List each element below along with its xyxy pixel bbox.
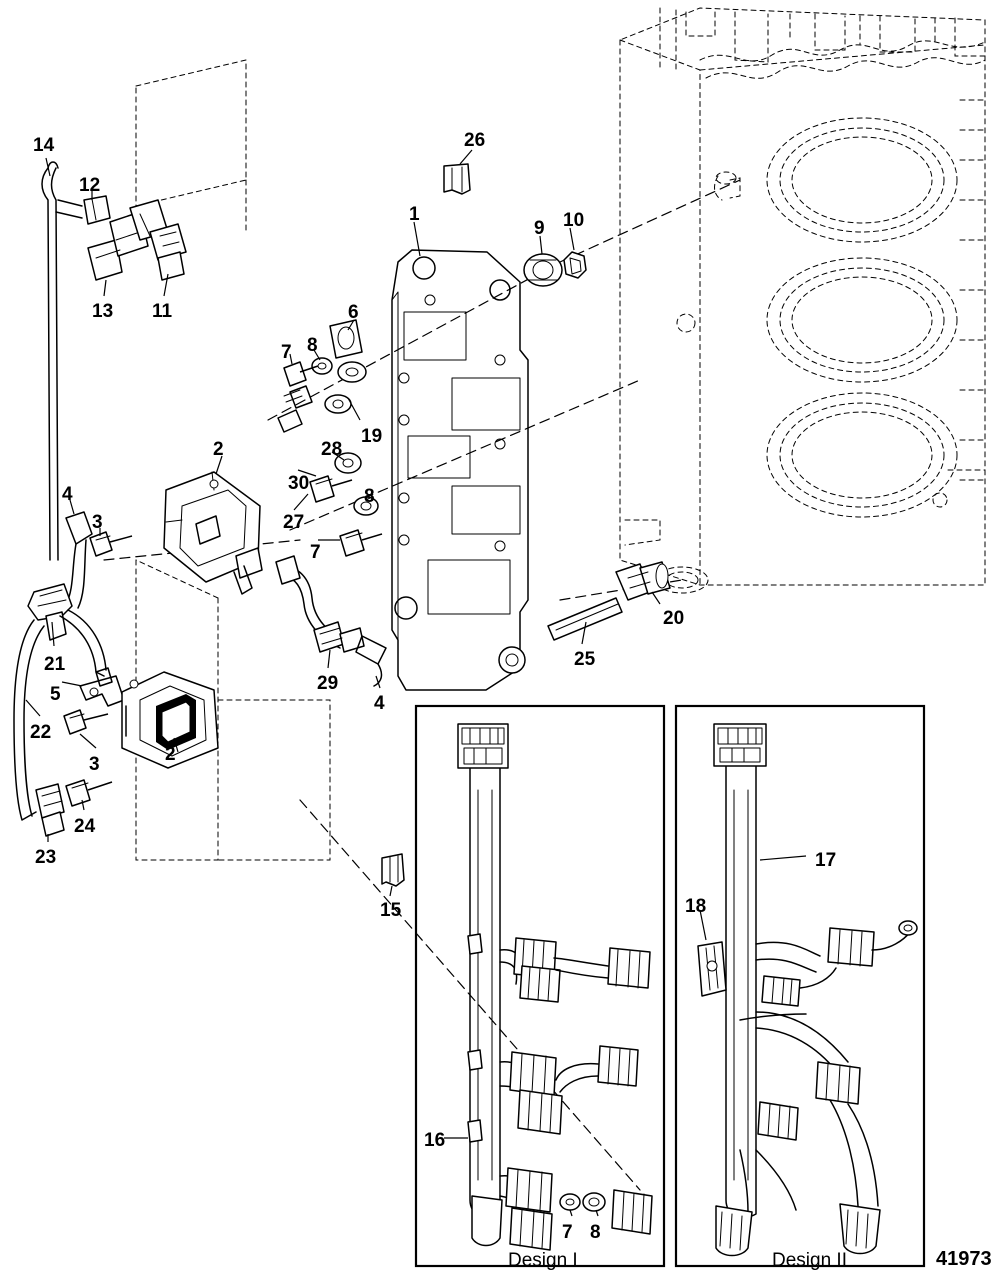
callout-7c: 7 [562, 1222, 573, 1243]
callout-8a: 8 [307, 335, 318, 356]
part-22-hose [14, 610, 112, 820]
callout-25: 25 [574, 649, 596, 670]
callout-8c: 8 [590, 1222, 601, 1243]
design-1-panel [416, 706, 664, 1266]
part-3-bolt-lower [64, 710, 108, 734]
callout-7a: 7 [281, 342, 292, 363]
design-2-panel [676, 706, 924, 1266]
callout-16: 16 [424, 1130, 446, 1151]
callout-leader-lines [26, 150, 660, 1216]
callout-10: 10 [563, 210, 585, 231]
drawing-number: 41973 [936, 1248, 992, 1270]
part-15-clip [382, 854, 404, 886]
callout-24: 24 [74, 816, 96, 837]
part-5-bracket [80, 676, 124, 706]
part-30-bolt [310, 476, 352, 502]
part-12-connector [84, 196, 110, 224]
part-29-sensor [276, 556, 386, 686]
callout-11: 11 [152, 301, 173, 322]
callout-3b: 3 [89, 754, 100, 775]
callout-4a: 4 [62, 484, 73, 505]
callout-3a: 3 [92, 512, 103, 533]
part-3-bolt-upper [90, 532, 132, 556]
callout-13: 13 [92, 301, 114, 322]
callout-5: 5 [50, 684, 61, 705]
part-10-nut [564, 252, 586, 278]
callout-28: 28 [321, 439, 343, 460]
callout-14: 14 [33, 135, 55, 156]
part-4-fitting-upper [66, 512, 92, 608]
callout-19: 19 [361, 426, 383, 447]
callout-2b: 2 [165, 744, 176, 765]
callout-17: 17 [815, 850, 837, 871]
part-7-bolt-mid [340, 530, 382, 556]
panel-label-design-2: Design II [772, 1250, 847, 1271]
panel-label-design-1: Design I [508, 1250, 578, 1271]
part-25-stud [548, 598, 622, 640]
part-23-fitting [36, 784, 64, 836]
callout-8b: 8 [364, 486, 375, 507]
callout-15: 15 [380, 900, 402, 921]
part-20-sensor [616, 562, 670, 600]
callout-4b: 4 [374, 693, 385, 714]
callout-23: 23 [35, 847, 57, 868]
part-2-module-upper [164, 472, 262, 594]
part-8-washer-upper [312, 358, 332, 374]
callout-26: 26 [464, 130, 486, 151]
part-9-grommet [524, 254, 562, 286]
part-21-tee-fitting [28, 584, 72, 640]
callout-6: 6 [348, 302, 359, 323]
callout-7b: 7 [310, 542, 321, 563]
callout-27: 27 [283, 512, 305, 533]
callout-29: 29 [317, 673, 339, 694]
callout-30: 30 [288, 473, 310, 494]
part-7-bolt-upper [278, 362, 318, 432]
callout-9: 9 [534, 218, 545, 239]
callout-18: 18 [685, 896, 707, 917]
callout-20: 20 [663, 608, 685, 629]
callout-1: 1 [409, 204, 420, 225]
part-6-bushing [330, 320, 362, 358]
callout-12: 12 [79, 175, 101, 196]
callout-2a: 2 [213, 439, 224, 460]
part-26-clip [444, 164, 470, 194]
part-24-bolt [66, 780, 112, 806]
callout-22: 22 [30, 722, 52, 743]
engine-block-outline [620, 8, 985, 593]
callout-21: 21 [44, 654, 66, 675]
